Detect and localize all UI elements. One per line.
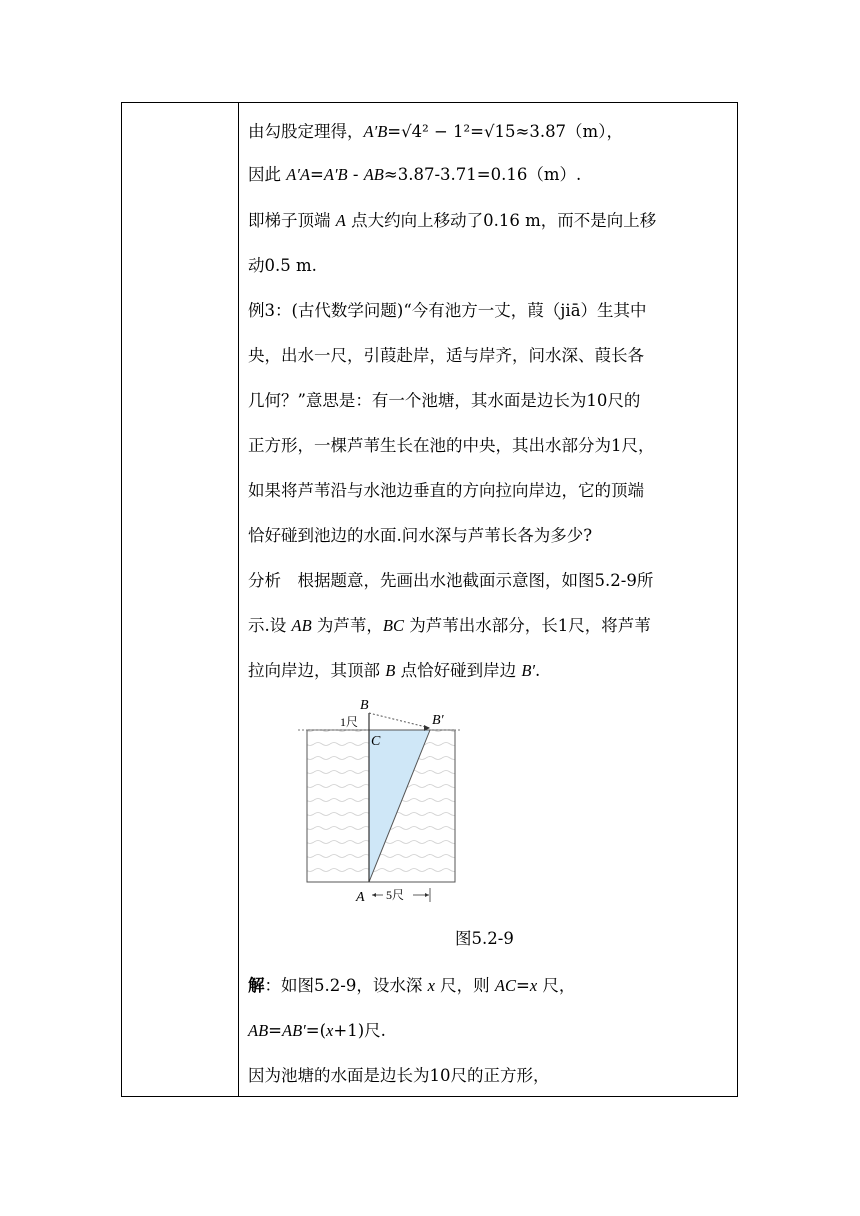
text: . [535, 661, 541, 680]
text: =√4² − 1²=√15≈3.87（m）， [387, 122, 623, 141]
line-5: 例3：(古代数学问题)“今有池方一丈，葭（jiā）生其中 [248, 301, 647, 320]
line-1 [248, 120, 623, 144]
figure-caption: 图5.2-9 [455, 929, 514, 948]
line-7: 几何？”意思是：有一个池塘，其水面是边长为10尺的 [248, 391, 641, 410]
text: = [268, 1021, 282, 1040]
text: =( [305, 1021, 327, 1040]
line-13 [248, 659, 540, 683]
math-var: A′B [323, 165, 348, 184]
line-4: 动0.5 m. [248, 256, 317, 275]
line-14 [248, 974, 575, 998]
line-11 [248, 569, 653, 593]
text: 尺，则 [434, 976, 495, 995]
line-16: 因为池塘的水面是边长为10尺的正方形， [248, 1066, 550, 1085]
reed-arc [369, 713, 430, 728]
math-var: AC [494, 976, 516, 995]
text: 示.设 [248, 616, 292, 635]
line-10: 恰好碰到池边的水面.问水深与芦苇长各为多少? [248, 526, 593, 545]
text: 因此 [248, 165, 287, 184]
text: 点大约向上移动了0.16 m，而不是向上移 [345, 211, 657, 230]
text: 为芦苇， [311, 616, 383, 635]
math-var: AB [248, 1021, 269, 1040]
text: - [347, 165, 364, 184]
label-b: B [360, 698, 369, 713]
math-var: A′A [286, 165, 311, 184]
text: ≈3.87-3.71=0.16（m）. [383, 165, 582, 184]
math-var: AB [291, 616, 312, 635]
solution-label: 解 [248, 976, 265, 995]
line-6: 央，出水一尺，引葭赴岸，适与岸齐，问水深、葭长各 [248, 346, 644, 365]
text: 即梯子顶端 [248, 211, 336, 230]
label-c: C [371, 734, 381, 749]
math-var: B [385, 661, 396, 680]
math-var: A′B [363, 122, 388, 141]
text: 点恰好碰到岸边 [395, 661, 522, 680]
line-2 [248, 163, 581, 187]
line-3 [248, 209, 656, 233]
math-var: x [529, 976, 538, 995]
column-divider [238, 103, 239, 1096]
label-a: A [356, 890, 365, 905]
math-var: B′ [521, 661, 536, 680]
line-15 [248, 1019, 386, 1043]
arrow-head [425, 893, 429, 897]
math-var: x [427, 976, 435, 995]
pond-figure [298, 695, 460, 907]
math-var: AB′ [282, 1021, 306, 1040]
text: 拉向岸边，其顶部 [248, 661, 386, 680]
math-var: AB [363, 165, 384, 184]
content-table [121, 102, 738, 1097]
text: ：如图5.2-9，设水深 [264, 976, 428, 995]
text: = [515, 976, 530, 995]
text: 分析 根据题意，先画出水池截面示意图，如图5.2-9所 [248, 571, 654, 590]
line-8: 正方形，一棵芦苇生长在池的中央，其出水部分为1尺， [248, 436, 655, 455]
pond-diagram [298, 695, 460, 907]
text: 由勾股定理得， [248, 122, 364, 141]
math-var: BC [382, 616, 405, 635]
water-texture [429, 730, 455, 882]
text: 尺， [537, 976, 576, 995]
math-var: x [326, 1021, 334, 1040]
text: = [310, 165, 324, 184]
text: +1)尺. [333, 1021, 386, 1040]
arrow-head [372, 893, 376, 897]
math-var: A [335, 211, 346, 230]
line-9: 如果将芦苇沿与水池边垂直的方向拉向岸边，它的顶端 [248, 481, 644, 500]
label-5-chi: 5尺 [386, 888, 405, 902]
label-1-chi: 1尺 [340, 715, 359, 729]
text: 为芦苇出水部分，长1尺，将芦苇 [404, 616, 651, 635]
line-12 [248, 614, 651, 638]
label-b-prime: B′ [432, 713, 444, 728]
